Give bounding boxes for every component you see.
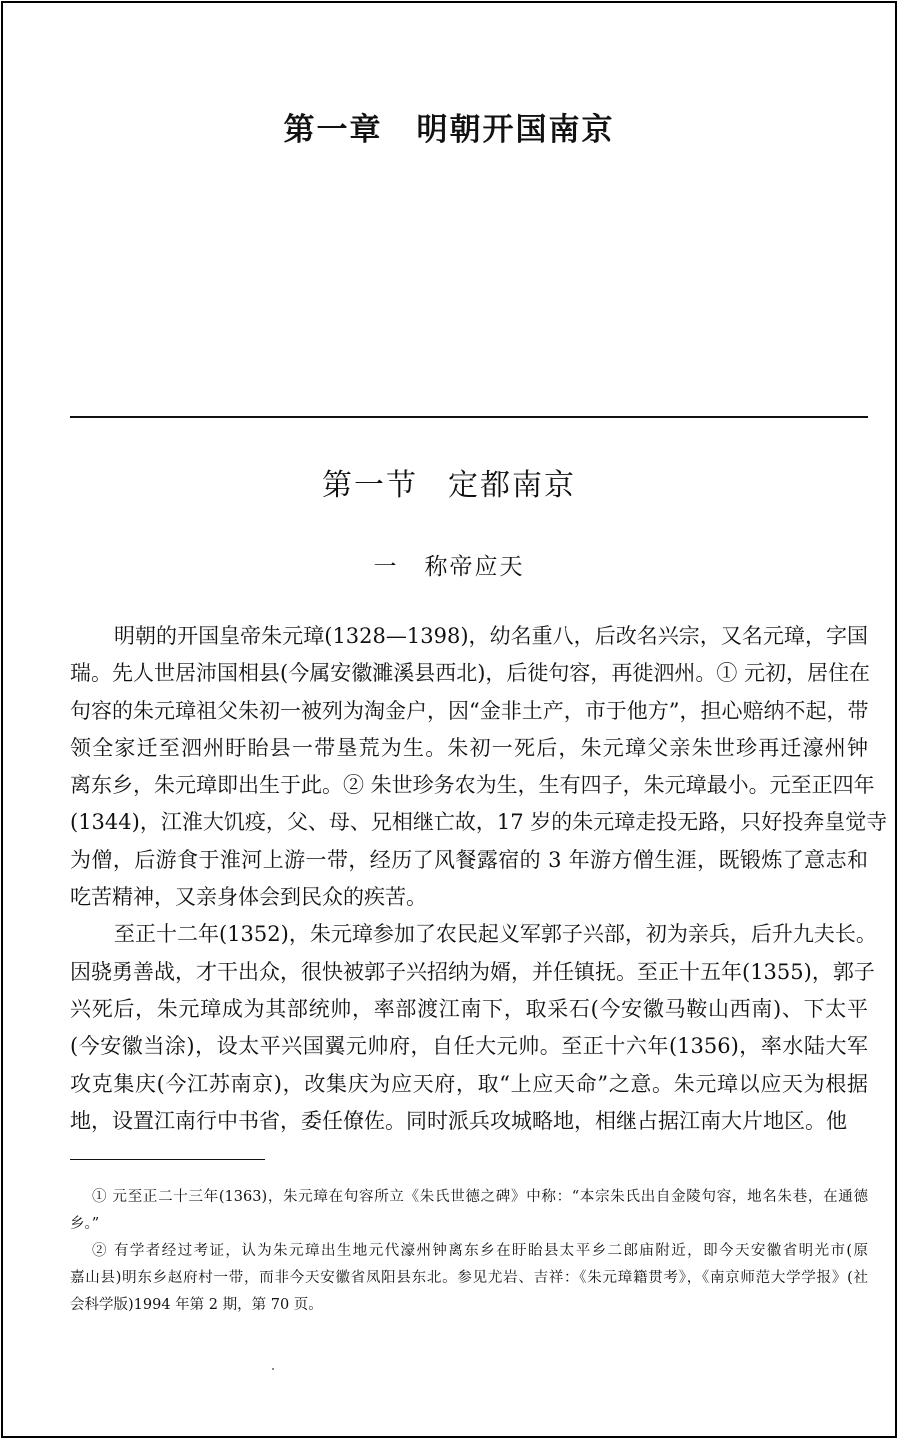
section-title: 定都南京: [448, 468, 576, 503]
footnote-line: 乡。”: [70, 1216, 100, 1232]
paragraph-line: (今安徽当涂)，设太平兴国翼元帅府，自任大元帅。至正十六年(1356)，率水陆大军: [70, 1034, 868, 1059]
paragraph-line: (1344)，江淮大饥疫，父、母、兄相继亡故，17 岁的朱元璋走投无路，只好投奔皇觉寺: [70, 810, 888, 835]
paragraph-line: 攻克集庆(今江苏南京)，改集庆为应天府，取“上应天命”之意。朱元璋以应天为根据: [70, 1071, 868, 1096]
footnote-line: ① 元至正二十三年(1363)，朱元璋在句容所立《朱氏世德之碑》中称：“本宗朱氏出自金陵句容，地名朱巷，在通德: [92, 1189, 868, 1205]
paragraph-line: 地，设置江南行中书省，委任僚佐。同时派兵攻城略地，相继占据江南大片地区。他: [70, 1108, 847, 1133]
paragraph-line: 明朝的开国皇帝朱元璋(1328—1398)，幼名重八，后改名兴宗，又名元璋，字国: [114, 624, 868, 648]
footnotes: [70, 1184, 868, 1319]
subsection-heading: [0, 548, 898, 581]
footnote-divider: [70, 1159, 265, 1160]
subsection-number: 一: [373, 554, 399, 580]
body-text: [70, 618, 888, 1140]
paragraph-line: 为僧，后游食于淮河上游一带，经历了风餐露宿的 3 年游方僧生涯，既锻炼了意志和: [70, 847, 868, 872]
footnote-line: 会科学版)1994 年第 2 期，第 70 页。: [70, 1297, 323, 1313]
paragraph-line: 瑞。先人世居沛国相县(今属安徽濉溪县西北)，后徙句容，再徙泗州。① 元初，居住在: [70, 661, 871, 686]
paragraph-line: 兴死后，朱元璋成为其部统帅，率部渡江南下，取采石(今安徽马鞍山西南)、下太平: [70, 996, 868, 1021]
footnote-line: ② 有学者经过考证，认为朱元璋出生地元代濠州钟离东乡在盱眙县太平乡二郎庙附近，即今天安徽省明光市(原: [92, 1243, 868, 1259]
paragraph-line: 至正十二年(1352)，朱元璋参加了农民起义军郭子兴部，初为亲兵，后升九夫长。: [114, 922, 877, 947]
chapter-title: 明朝开国南京: [416, 112, 615, 148]
subsection-title: 称帝应天: [424, 554, 525, 580]
section-number: 第一节: [322, 468, 418, 503]
scan-speck: [272, 1368, 274, 1370]
paragraph-line: 吃苦精神，又亲身体会到民众的疾苦。: [70, 885, 427, 910]
paragraph-line: 句容的朱元璋祖父朱初一被列为淘金户，因“金非土产，市于他方”，担心赔纳不起，带: [70, 698, 869, 723]
chapter-divider: [70, 416, 868, 418]
section-heading: [0, 460, 898, 504]
paragraph-line: 离东乡，朱元璋即出生于此。② 朱世珍务农为生，生有四子，朱元璋最小。元至正四年: [70, 773, 875, 798]
paragraph-line: 领全家迁至泗州盱眙县一带垦荒为生。朱初一死后，朱元璋父亲朱世珍再迁濠州钟: [70, 735, 868, 760]
paragraph-line: 因骁勇善战，才干出众，很快被郭子兴招纳为婿，并任镇抚。至正十五年(1355)，郭子: [70, 959, 875, 984]
chapter-heading: [0, 104, 898, 149]
chapter-number: 第一章: [283, 112, 383, 148]
footnote-line: 嘉山县)明东乡赵府村一带，而非今天安徽省凤阳县东北。参见尤岩、吉祥：《朱元璋籍贯考》，《南京师范大学学报》(社: [70, 1270, 868, 1286]
